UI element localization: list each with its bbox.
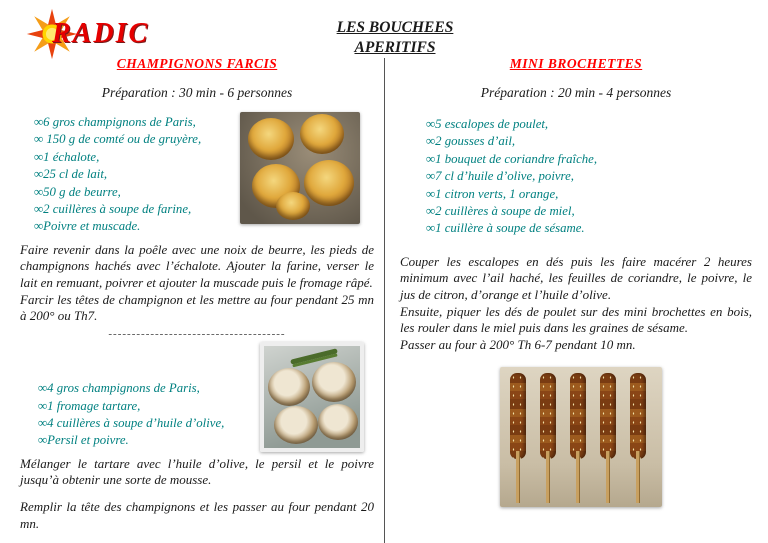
ingredient: ∞2 cuillères à soupe de farine, <box>34 201 192 216</box>
tartare-mushrooms-photo <box>260 342 364 452</box>
ingredient: ∞ 150 g de comté ou de gruyère, <box>34 132 202 147</box>
mushroom-shape <box>268 368 310 406</box>
ingredients-list-1 <box>20 114 234 236</box>
ingredient: ∞Poivre et muscade. <box>34 219 141 234</box>
mushroom-shape <box>300 114 344 154</box>
right-column <box>400 56 752 507</box>
ingredient: ∞1 échalote, <box>34 149 100 164</box>
mushroom-shape <box>276 192 310 220</box>
instructions-right-3: Passer au four à 200° Th 6-7 pendant 10 mn. <box>400 336 636 352</box>
ingredient: ∞2 gousses d’ail, <box>426 134 516 149</box>
ingredients-section-2 <box>20 342 374 456</box>
column-divider <box>384 58 385 543</box>
instructions-2a: Mélanger le tartare avec l’huile d’olive, le persil et le poivre jusqu’à obtenir une sorte de mousse. <box>20 455 374 488</box>
skewer-shape <box>540 373 556 503</box>
skewer-shape <box>600 373 616 503</box>
ingredients-list-right <box>400 116 752 238</box>
mushroom-shape <box>312 362 356 402</box>
brochettes-photo <box>500 367 662 507</box>
ingredient: ∞Persil et poivre. <box>38 433 129 448</box>
ingredient: ∞1 fromage tartare, <box>38 398 141 413</box>
instructions-1b: Farcir les têtes de champignon et les mettre au four pendant 25 mn à 200° ou Th7. <box>20 291 374 324</box>
instructions-right-2: Ensuite, piquer les dés de poulet sur des mini brochettes en bois, les rouler dans le miel puis dans les graines de sésame. <box>400 303 752 336</box>
title-line-1: LES BOUCHEES <box>336 19 454 36</box>
ingredient: ∞1 cuillère à soupe de sésame. <box>426 221 585 236</box>
recipe-heading-brochettes: MINI BROCHETTES <box>509 56 643 71</box>
stuffed-mushrooms-photo <box>240 112 360 224</box>
title-line-2: APERITIFS <box>354 39 436 57</box>
radic-logo <box>26 8 176 60</box>
skewer-shape <box>630 373 646 503</box>
prep-info-right: Préparation : 20 min - 4 personnes <box>480 85 672 100</box>
recipe-heading-champignons: CHAMPIGNONS FARCIS <box>116 56 278 71</box>
mushroom-shape <box>304 160 354 206</box>
ingredient: ∞1 citron verts, 1 orange, <box>426 186 559 201</box>
dashed-separator: -------------------------------------- <box>108 327 286 340</box>
ingredient: ∞4 gros champignons de Paris, <box>38 381 200 396</box>
mushroom-shape <box>274 406 318 444</box>
instructions-1a: Faire revenir dans la poêle avec une noix de beurre, les pieds de champignons hachés avec l’échalote. Ajouter la farine, verser le lait en remuant, poivrer et ajouter la muscade puis le fromage râpé. <box>20 241 374 290</box>
mushroom-shape <box>318 404 358 440</box>
ingredient: ∞25 cl de lait, <box>34 167 108 182</box>
ingredient: ∞50 g de beurre, <box>34 184 121 199</box>
instructions-right-1: Couper les escalopes en dés puis les faire macérer 2 heures minimum avec l’ail haché, les feuilles de coriandre, le poivre, le jus de citron, d’orange et l’huile d’olive. <box>400 253 752 302</box>
ingredient: ∞7 cl d’huile d’olive, poivre, <box>426 169 574 184</box>
page-title <box>250 18 540 58</box>
ingredient: ∞6 gros champignons de Paris, <box>34 115 196 129</box>
skewer-shape <box>510 373 526 503</box>
ingredient: ∞1 bouquet de coriandre fraîche, <box>426 151 598 166</box>
ingredient: ∞4 cuillères à soupe d’huile d’olive, <box>38 416 225 431</box>
instructions-2b: Remplir la tête des champignons et les passer au four pendant 20 mn. <box>20 499 374 531</box>
skewer-shape <box>570 373 586 503</box>
ingredients-list-2 <box>20 380 260 450</box>
prep-info-left: Préparation : 30 min - 6 personnes <box>101 85 293 100</box>
logo-text: RADIC <box>52 18 150 49</box>
ingredient: ∞5 escalopes de poulet, <box>426 117 549 131</box>
ingredient: ∞2 cuillères à soupe de miel, <box>426 203 575 218</box>
ingredients-section-1 <box>20 110 374 236</box>
left-column <box>20 56 374 532</box>
mushroom-shape <box>248 118 294 160</box>
